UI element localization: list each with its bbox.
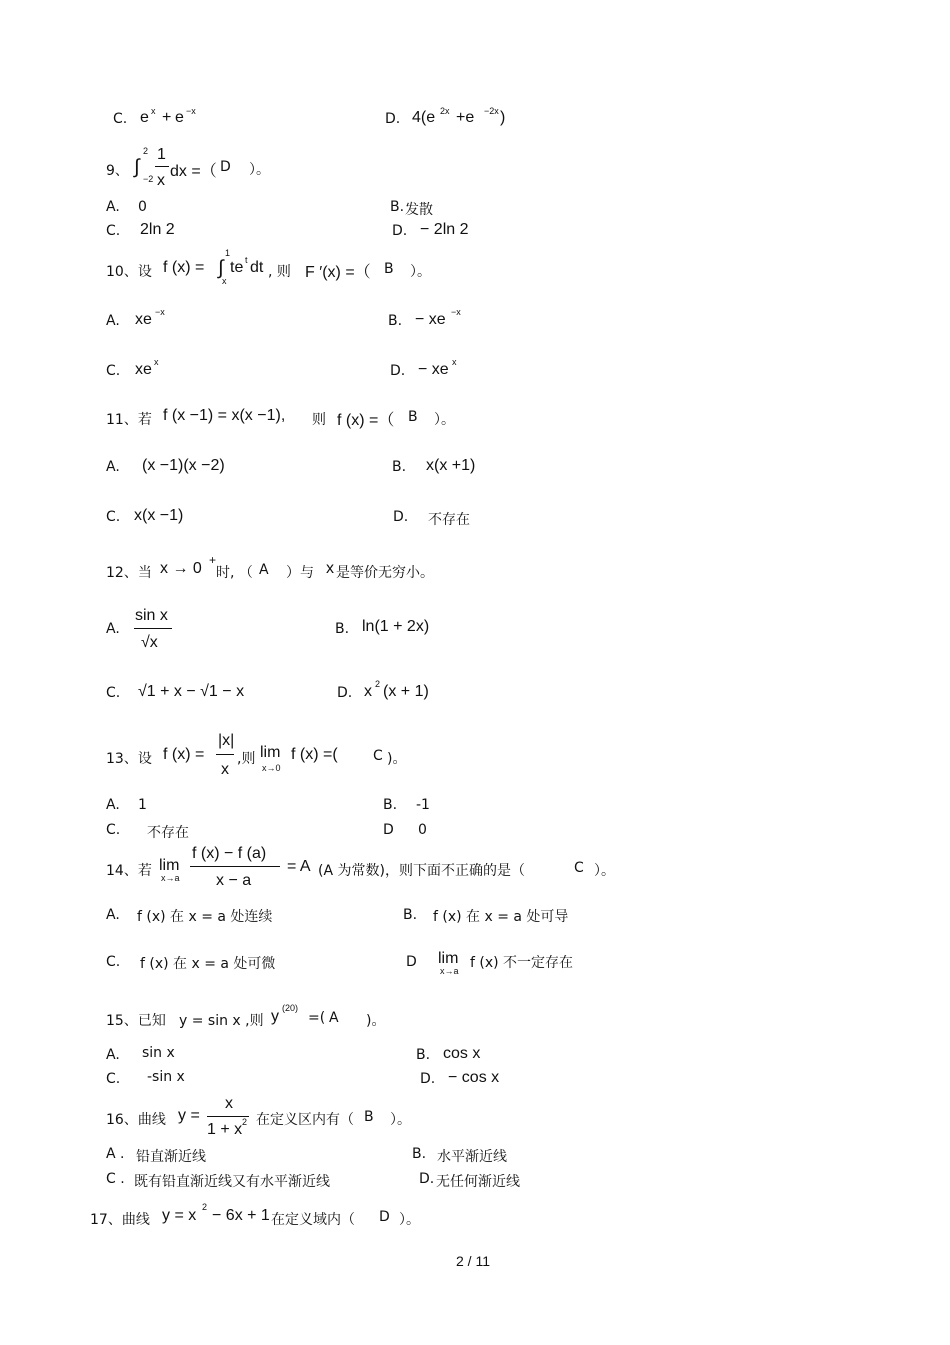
fraction-bar [190,866,280,867]
question-16-answer: B [364,1109,374,1125]
q17-sup: 2 [202,1202,208,1212]
q17-y: y = x [162,1207,197,1224]
question-14-answer: C [574,860,584,876]
q15-option-d: − cos x [448,1069,500,1086]
q14-lim: lim [159,857,180,874]
q11-option-c: x(x −1) [134,507,184,524]
question-13-number: 13、设 [106,751,152,767]
q14-option-d: f (x) 不一定存在 [470,955,574,971]
q16-denominator: 1 + x [207,1121,243,1138]
q11-option-c-label: C. [106,509,121,525]
q10-option-a-sup: −x [155,307,165,317]
q14-option-d-lim: lim [438,950,459,967]
q13-lim-sub: x→0 [262,763,281,773]
question-12-number: 12、当 [106,565,152,581]
q12-mid: ）与 [286,565,314,581]
q11-option-a: (x −1)(x −2) [142,457,225,474]
q11-option-d-label: D. [393,509,409,525]
question-17-end: ）。 [399,1212,420,1228]
q9-option-d-label: D. [392,223,408,239]
question-12-end: 是等价无穷小。 [336,565,434,581]
q12-plus-sup: + [209,553,217,567]
q14-option-c-label: C. [106,954,121,970]
q10-option-a-label: A. [106,313,120,329]
question-13-answer: C [373,748,383,764]
q12-option-d-label: D. [337,685,353,701]
option-d-sup1: 2x [440,106,450,116]
question-16-end: ）。 [390,1112,411,1128]
q13-option-c-label: C. [106,822,121,838]
q13-option-a: 1 [138,797,147,813]
question-11-end: ）。 [434,412,455,428]
q14-eq: = A [287,858,311,875]
q10-then: , 则 [268,264,291,280]
question-10-number: 10、设 [106,264,152,280]
q9-option-b-label: B. [390,199,405,215]
q16-denominator-sup: 2 [242,1117,248,1127]
q16-option-a: 铅直渐近线 [136,1149,206,1165]
option-c-sup2: −x [186,106,196,116]
q14-option-a: f (x) 在 x = a 处连续 [137,909,273,925]
question-12-answer: A [259,562,269,578]
q14-numerator: f (x) − f (a) [192,845,267,862]
q13-option-d: 0 [418,822,427,838]
q14-option-d-lim-sub: x→a [440,966,459,976]
question-14-number: 14、若 [106,863,152,879]
q16-numerator: x [225,1095,233,1112]
q16-y: y = [178,1107,200,1124]
question-13-end: )。 [387,751,407,767]
q11-option-b: x(x +1) [426,457,476,474]
q13-then: ,则 [237,751,256,767]
question-9-end: ）。 [249,162,270,178]
q10-option-d: − xe [418,361,449,378]
q10-option-a: xe [135,311,152,328]
question-9-tail: dx =（ [170,163,217,180]
q11-option-b-label: B. [392,459,407,475]
integral-upper: 2 [143,146,149,156]
integral-sign: ∫ [134,156,140,178]
question-14-end: ）。 [594,863,615,879]
q14-option-a-label: A. [106,907,120,923]
q14-denominator: x − a [216,872,252,889]
q12-option-a-numerator: sin x [135,607,168,624]
q13-option-b-label: B. [383,797,398,813]
q13-fx2: f (x) =( [291,746,338,763]
q15-option-b-label: B. [416,1047,431,1063]
q16-option-c-label: C . [106,1171,125,1187]
q13-option-b: -1 [416,797,430,813]
q12-option-c: √1 + x − √1 − x [138,683,245,700]
q13-numerator: |x| [218,732,235,749]
q15-sup: (20) [282,1003,299,1013]
q11-condition: f (x −1) = x(x −1), [163,407,286,424]
question-11-number: 11、若 [106,412,152,428]
option-c-e2: e [175,109,184,126]
fraction-bar [155,166,169,167]
q16-option-b-label: B. [412,1146,427,1162]
q12-x-to-zero: x → 0 [160,560,202,577]
q10-dt: dt [250,259,264,276]
fraction-bar [216,754,234,755]
q10-fx: f (x) = [163,259,205,276]
q10-integrand: te [230,259,244,276]
q10-integrand-sup: t [245,255,248,265]
q12-option-b: ln(1 + 2x) [362,618,430,635]
q10-option-c-label: C. [106,363,121,379]
q16-text: 在定义区内有（ [256,1112,354,1128]
question-10-end: ）。 [410,264,431,280]
q12-when: 时, （ [216,565,253,581]
question-15-number: 15、已知 [106,1013,166,1029]
question-9-number: 9、 [106,163,129,179]
q13-fx: f (x) = [163,746,205,763]
q17-rest: − 6x + 1 [212,1207,270,1224]
fraction-numerator: 1 [157,146,166,163]
page-number: 2 / 11 [456,1253,490,1269]
q14-lim-sub: x→a [161,873,180,883]
q9-option-b: 发散 [405,202,433,218]
q13-option-a-label: A. [106,797,120,813]
q14-option-b: f (x) 在 x = a 处可导 [433,909,569,925]
option-d-expr: 4(e [412,109,436,126]
q12-option-a-denominator: √x [141,634,158,651]
q15-option-a-label: A. [106,1047,120,1063]
q9-option-a: 0 [138,199,147,215]
option-d-mid: +e [456,109,475,126]
q11-then: 则 [312,412,326,428]
q14-option-b-label: B. [403,907,418,923]
q15-option-a: sin x [142,1045,175,1061]
q15-option-c: -sin x [147,1069,185,1085]
q11-option-d: 不存在 [428,512,470,528]
q10-option-d-label: D. [390,363,406,379]
fraction-denominator: x [157,172,165,189]
q15-option-c-label: C. [106,1071,121,1087]
q14-note: (A 为常数)，则下面不正确的是（ [318,863,525,879]
q12-option-b-label: B. [335,621,350,637]
q12-option-d-sup: 2 [375,679,381,689]
q12-option-d-x: x [364,683,372,700]
q10-option-b: − xe [415,311,446,328]
question-15-answer: A [329,1010,339,1026]
q9-option-c: 2ln 2 [140,221,175,238]
q10-option-c: xe [135,361,152,378]
option-c-plus: + [162,109,172,126]
q12-option-d-rest: (x + 1) [383,683,429,700]
q17-text: 在定义域内（ [271,1212,355,1228]
q13-denominator: x [221,761,229,778]
q11-option-a-label: A. [106,459,120,475]
q16-option-d: 无任何渐近线 [436,1174,520,1190]
q9-option-a-label: A. [106,199,120,215]
question-10-answer: B [384,261,394,277]
q14-option-d-label: D [406,954,417,970]
q15-y: y = sin x ,则 [179,1013,264,1029]
q14-option-c: f (x) 在 x = a 处可微 [140,956,276,972]
question-16-number: 16、曲线 [106,1112,166,1128]
question-11-answer: B [408,409,418,425]
option-c-e1: e [140,109,149,126]
q15-y2: y [271,1008,279,1025]
question-17-number: 17、曲线 [90,1212,150,1228]
q10-option-b-sup: −x [451,307,461,317]
q13-lim: lim [260,744,281,761]
q10-option-d-sup: x [452,357,457,367]
q16-option-b: 水平渐近线 [437,1149,507,1165]
q16-option-c: 既有铅直渐近线又有水平渐近线 [134,1174,330,1190]
fraction-bar [134,628,172,629]
q15-option-b: cos x [443,1045,481,1062]
question-15-end: )。 [366,1013,386,1029]
integral-sign: ∫ [218,257,224,279]
question-9-answer: D [220,159,231,175]
q9-option-d: − 2ln 2 [420,221,469,238]
question-17-answer: D [379,1209,390,1225]
q12-x: x [326,560,334,577]
q13-option-c: 不存在 [147,825,189,841]
q15-option-d-label: D. [420,1071,436,1087]
q16-option-a-label: A . [106,1146,125,1162]
option-c-label: C. [113,111,128,127]
q10-option-c-sup: x [154,357,159,367]
integral-lower: x [222,276,227,286]
q11-fx: f (x) =（ [337,412,395,429]
option-d-close: ) [500,109,506,126]
option-c-sup1: x [151,106,156,116]
q9-option-c-label: C. [106,223,121,239]
integral-lower: −2 [143,174,154,184]
option-d-label: D. [385,111,401,127]
option-d-sup2: −2x [484,106,499,116]
q13-option-d-label: D [383,822,394,838]
integral-upper: 1 [225,248,231,258]
q16-option-d-label: D. [419,1171,435,1187]
q10-option-b-label: B. [388,313,403,329]
q12-option-a-label: A. [106,621,120,637]
q10-fprime: F ′(x) =（ [305,264,371,281]
q12-option-c-label: C. [106,685,121,701]
q15-eq: =( [308,1010,326,1026]
